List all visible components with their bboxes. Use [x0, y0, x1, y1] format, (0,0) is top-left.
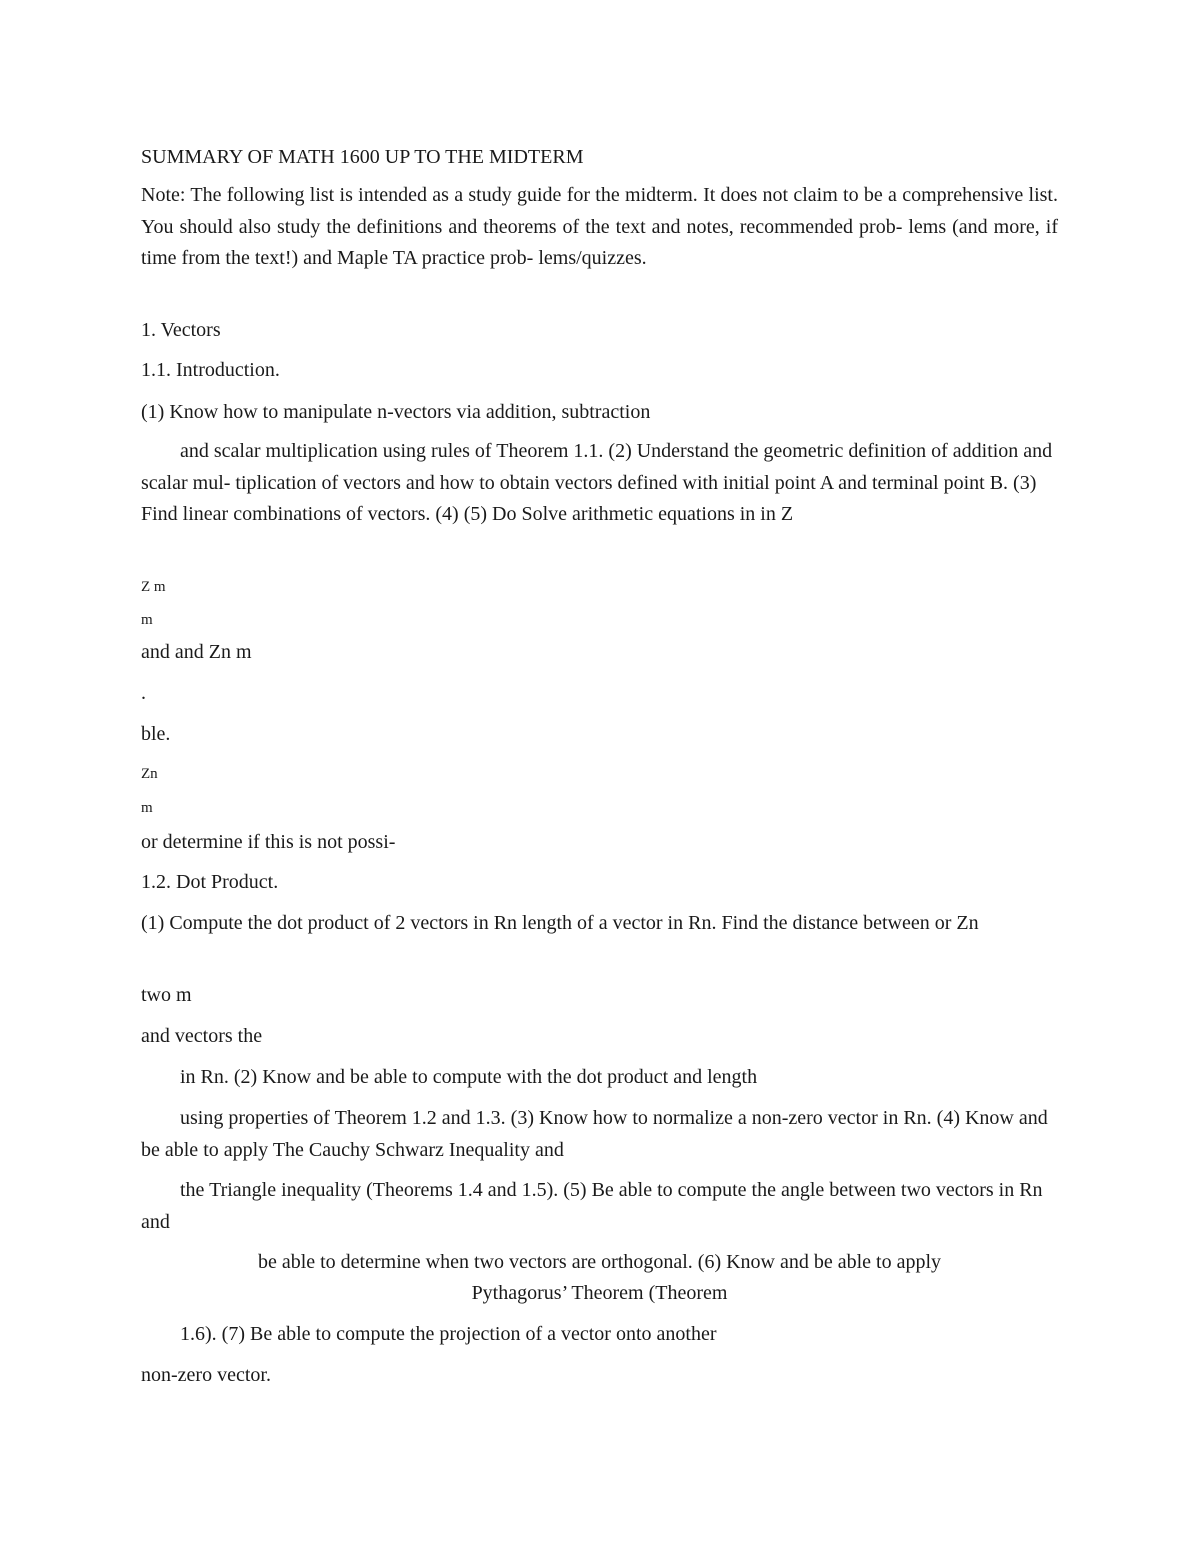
fragment-and-vectors: and vectors the: [141, 1025, 263, 1047]
dot-product-item-2: in Rn. (2) Know and be able to compute with the dot product and length: [180, 1066, 758, 1088]
intro-items-paragraph: and scalar multiplication using rules of Theorem 1.1. (2) Understand the geometric definition of addition and scalar mul- tiplication of vectors and how to obtain vectors defined with initial point A and terminal point B. (3) Find linear combinations of vectors. (4) (5) Do Solve arithmetic equations in in Z: [141, 440, 1053, 525]
dot-product-item-7-continued: non-zero vector.: [141, 1364, 271, 1386]
fragment-zm: Z m: [141, 579, 166, 595]
dot-product-item-5: the Triangle inequality (Theorems 1.4 and 1.5). (5) Be able to compute the angle between two vectors in Rn and: [141, 1179, 1043, 1233]
subsection-heading-introduction: 1.1. Introduction.: [141, 359, 280, 381]
dot-product-item-6-continued: Pythagorus’ Theorem (Theorem: [471, 1282, 728, 1304]
fragment-possible: or determine if this is not possi-: [141, 831, 396, 853]
intro-item-1: (1) Know how to manipulate n-vectors via addition, subtraction: [141, 401, 651, 423]
subsection-heading-dot-product: 1.2. Dot Product.: [141, 871, 279, 893]
dot-product-item-6-line: be able to determine when two vectors are orthogonal. (6) Know and be able to apply: [257, 1251, 942, 1273]
fragment-m-second: m: [141, 800, 153, 816]
document-title: SUMMARY OF MATH 1600 UP TO THE MIDTERM: [141, 146, 584, 168]
dot-product-item-1: (1) Compute the dot product of 2 vectors in Rn length of a vector in Rn. Find the distance between or Zn: [141, 912, 979, 934]
fragment-dot: .: [141, 682, 146, 704]
dot-product-items-3-4: using properties of Theorem 1.2 and 1.3. (3) Know how to normalize a non-zero vector in Rn. (4) Know and be able to apply The Cauchy Schwarz Inequality and: [141, 1107, 1048, 1161]
section-heading-vectors: 1. Vectors: [141, 319, 221, 341]
fragment-ble: ble.: [141, 723, 171, 745]
fragment-m: m: [141, 612, 153, 628]
note-paragraph: Note: The following list is intended as a study guide for the midterm. It does not claim to be a comprehensive list. You should also study the definitions and theorems of the text and notes, recommended prob- lems (and more, if time from the text!) and Maple TA practice prob- lems/quizzes.: [141, 184, 1058, 269]
fragment-two-m: two m: [141, 984, 192, 1006]
fragment-zn: Zn: [141, 766, 158, 782]
fragment-and-zn: and and Zn m: [141, 641, 252, 663]
dot-product-item-7: 1.6). (7) Be able to compute the projection of a vector onto another: [180, 1323, 717, 1345]
